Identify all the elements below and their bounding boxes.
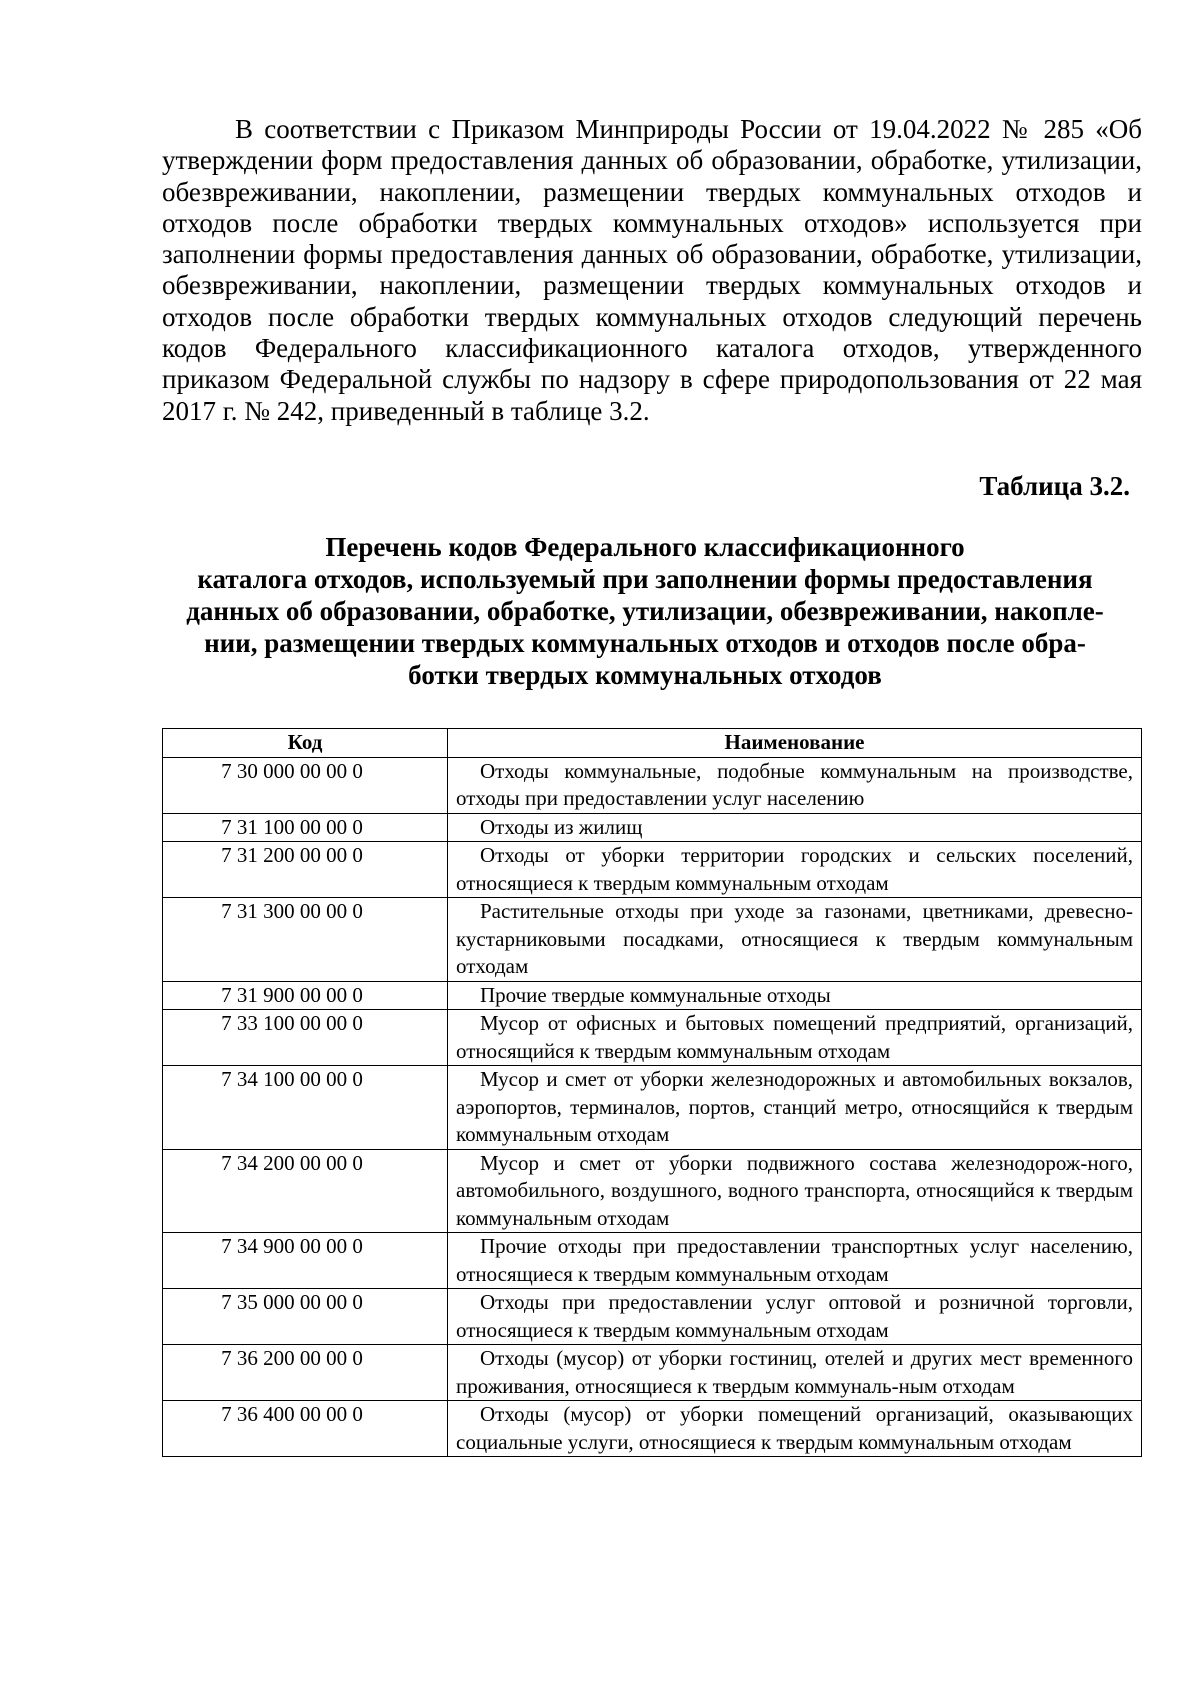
row-code: 7 33 100 00 00 0: [163, 1010, 448, 1066]
table-row: [163, 1345, 1142, 1401]
row-code: 7 31 200 00 00 0: [163, 842, 448, 898]
table-title-line: нии, размещении твердых коммунальных отходов и отходов после обра-: [204, 628, 1086, 658]
table-row: [163, 1149, 1142, 1233]
table-row: [163, 981, 1142, 1010]
row-code: 7 34 100 00 00 0: [163, 1066, 448, 1150]
table-row: [163, 1233, 1142, 1289]
table-row: [163, 757, 1142, 813]
table-title-line: Перечень кодов Федерального классификационного: [325, 532, 965, 562]
table-body: [163, 757, 1142, 1457]
row-name: Мусор и смет от уборки подвижного состава железнодорож-ного, автомобильного, воздушного, водного транспорта, относящийся к твердым коммунальным отходам: [448, 1149, 1142, 1233]
table-row: [163, 898, 1142, 982]
table-row: [163, 1066, 1142, 1150]
row-code: 7 34 200 00 00 0: [163, 1149, 448, 1233]
table-title-line: ботки твердых коммунальных отходов: [408, 660, 882, 690]
header-name: Наименование: [448, 729, 1142, 758]
table-row: [163, 1289, 1142, 1345]
waste-codes-table: [162, 728, 1142, 1457]
row-code: 7 31 300 00 00 0: [163, 898, 448, 982]
table-row: [163, 813, 1142, 842]
row-name: Отходы из жилищ: [448, 813, 1142, 842]
table-row: [163, 1010, 1142, 1066]
row-code: 7 34 900 00 00 0: [163, 1233, 448, 1289]
table-header-row: [163, 729, 1142, 758]
table-title-line: данных об образовании, обработке, утилизации, обезвреживании, накопле-: [186, 596, 1104, 626]
row-code: 7 31 900 00 00 0: [163, 981, 448, 1010]
row-name: Отходы при предоставлении услуг оптовой и розничной торговли, относящиеся к твердым коммунальным отходам: [448, 1289, 1142, 1345]
row-name: Мусор и смет от уборки железнодорожных и автомобильных вокзалов, аэропортов, терминалов, портов, станций метро, относящийся к твердым коммунальным отходам: [448, 1066, 1142, 1150]
row-code: 7 36 400 00 00 0: [163, 1401, 448, 1457]
row-code: 7 30 000 00 00 0: [163, 757, 448, 813]
row-name: Отходы (мусор) от уборки помещений организаций, оказывающих социальные услуги, относящиеся к твердым коммунальным отходам: [448, 1401, 1142, 1457]
row-name: Растительные отходы при уходе за газонами, цветниками, древесно-кустарниковыми посадками, относящиеся к твердым коммунальным отходам: [448, 898, 1142, 982]
row-name: Прочие твердые коммунальные отходы: [448, 981, 1142, 1010]
intro-paragraph: В соответствии с Приказом Минприроды России от 19.04.2022 № 285 «Об утверждении форм предоставления данных об образовании, обработке, утилизации, обезвреживании, накоплении, размещении твердых коммунальных отходов и отходов после обработки твердых коммунальных отходов» используется при заполнении формы предоставления данных об образовании, обработке, утилизации, обезвреживании, накоплении, размещении твердых коммунальных отходов и отходов после обработки твердых коммунальных отходов следующий перечень кодов Федерального классификационного каталога отходов, утвержденного приказом Федеральной службы по надзору в сфере природопользования от 22 мая 2017 г. № 242, приведенный в таблице 3.2.: [162, 114, 1142, 426]
table-row: [163, 842, 1142, 898]
table-title-line: каталога отходов, используемый при заполнении формы предоставления: [197, 564, 1093, 594]
row-name: Прочие отходы при предоставлении транспортных услуг населению, относящиеся к твердым коммунальным отходам: [448, 1233, 1142, 1289]
row-name: Мусор от офисных и бытовых помещений предприятий, организаций, относящийся к твердым коммунальным отходам: [448, 1010, 1142, 1066]
table-caption: Таблица 3.2.: [979, 471, 1130, 501]
row-code: 7 31 100 00 00 0: [163, 813, 448, 842]
row-name: Отходы от уборки территории городских и сельских поселений, относящиеся к твердым коммунальным отходам: [448, 842, 1142, 898]
header-code: Код: [163, 729, 448, 758]
row-code: 7 35 000 00 00 0: [163, 1289, 448, 1345]
row-name: Отходы коммунальные, подобные коммунальным на производстве, отходы при предоставлении услуг населению: [448, 757, 1142, 813]
row-code: 7 36 200 00 00 0: [163, 1345, 448, 1401]
row-name: Отходы (мусор) от уборки гостиниц, отелей и других мест временного проживания, относящиеся к твердым коммуналь-ным отходам: [448, 1345, 1142, 1401]
table-title: [140, 531, 1150, 691]
table-row: [163, 1401, 1142, 1457]
